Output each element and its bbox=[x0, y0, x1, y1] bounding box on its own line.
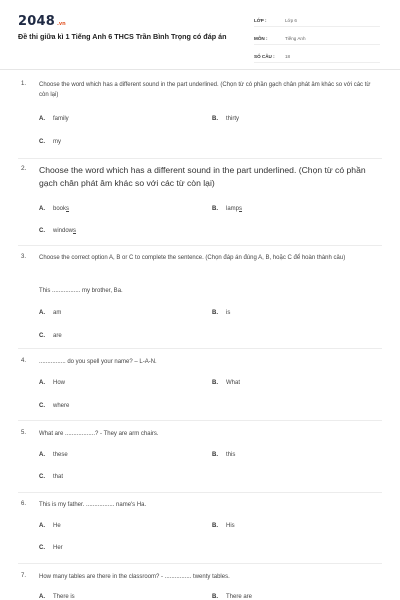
option-text: that bbox=[53, 474, 64, 480]
option-letter: C. bbox=[39, 228, 45, 234]
option-a[interactable] bbox=[39, 206, 69, 212]
question-number: 2. bbox=[21, 165, 27, 172]
question-number: 1. bbox=[21, 81, 27, 87]
option-c[interactable] bbox=[39, 474, 63, 480]
option-letter: B. bbox=[212, 452, 218, 458]
meta-value: 18 bbox=[285, 53, 291, 59]
meta-row-class bbox=[254, 14, 380, 27]
option-c[interactable] bbox=[39, 333, 62, 339]
divider bbox=[18, 245, 382, 246]
meta-label: MÔN : bbox=[254, 35, 268, 41]
option-letter: A. bbox=[39, 380, 45, 386]
option-text: is bbox=[226, 310, 231, 316]
option-letter: A. bbox=[39, 116, 45, 122]
site-logo[interactable] bbox=[18, 14, 66, 29]
option-text: His bbox=[226, 523, 235, 529]
question-number: 7. bbox=[21, 573, 27, 579]
option-text: thirty bbox=[226, 116, 240, 122]
question-text: Choose the word which has a different sound in the part underlined. (Chọn từ có phần gạch chân phát âm khác so với các từ còn lại) bbox=[39, 165, 366, 188]
meta-label: SỐ CÂU : bbox=[254, 53, 275, 59]
option-text: He bbox=[53, 523, 61, 529]
option-a[interactable] bbox=[39, 523, 61, 529]
option-text: windows bbox=[53, 228, 77, 234]
question-text: What are ..................? - They are arm chairs. bbox=[39, 431, 159, 437]
option-text: this bbox=[226, 452, 236, 458]
divider bbox=[18, 492, 382, 493]
option-text: my bbox=[53, 139, 61, 145]
meta-value: Tiếng Anh bbox=[285, 35, 306, 41]
question-text: This is my father. ................. name's Ha. bbox=[39, 502, 147, 508]
page-title: Đề thi giữa kì 1 Tiếng Anh 6 THCS Trần Bình Trọng có đáp án bbox=[18, 32, 227, 41]
logo-suffix: .vn bbox=[56, 21, 66, 27]
divider bbox=[18, 158, 382, 159]
meta-row-count bbox=[254, 50, 380, 63]
meta-row-subject bbox=[254, 32, 380, 45]
question-text: ................ do you spell your name? – L-A-N. bbox=[39, 359, 157, 365]
meta-label: LỚP : bbox=[254, 17, 267, 23]
option-c[interactable] bbox=[39, 139, 61, 145]
option-text: lamps bbox=[226, 206, 243, 212]
option-text: am bbox=[53, 310, 62, 316]
option-letter: A. bbox=[39, 206, 45, 212]
question-text: Choose the correct option A, B or C to complete the sentence. (Chọn đáp án đúng A, B, hoặc C để hoàn thành câu) bbox=[39, 255, 346, 261]
option-a[interactable] bbox=[39, 594, 75, 600]
option-letter: B. bbox=[212, 594, 218, 600]
option-text: family bbox=[53, 116, 69, 122]
option-b[interactable] bbox=[212, 116, 239, 122]
option-b[interactable] bbox=[212, 523, 235, 529]
meta-value: Lớp 6 bbox=[285, 17, 297, 23]
question-text: Choose the word which has a different sound in the part underlined. (Chọn từ có phần gạch chân phát âm khác so với các từ còn lại) bbox=[39, 82, 371, 98]
option-b[interactable] bbox=[212, 206, 242, 212]
option-text: are bbox=[53, 333, 62, 339]
option-text: books bbox=[53, 206, 70, 212]
option-letter: C. bbox=[39, 139, 45, 145]
option-letter: B. bbox=[212, 523, 218, 529]
option-a[interactable] bbox=[39, 452, 68, 458]
option-text: Her bbox=[53, 545, 63, 551]
option-text: How bbox=[53, 380, 66, 386]
option-text: these bbox=[53, 452, 68, 458]
option-letter: B. bbox=[212, 116, 218, 122]
header bbox=[0, 0, 400, 70]
option-letter: C. bbox=[39, 545, 45, 551]
option-text: There is bbox=[53, 594, 75, 600]
option-a[interactable] bbox=[39, 116, 69, 122]
option-b[interactable] bbox=[212, 452, 235, 458]
option-c[interactable] bbox=[39, 403, 69, 409]
option-c[interactable] bbox=[39, 545, 63, 551]
option-letter: A. bbox=[39, 310, 45, 316]
option-c[interactable] bbox=[39, 228, 76, 234]
question-number: 6. bbox=[21, 501, 27, 507]
option-letter: C. bbox=[39, 403, 45, 409]
option-letter: C. bbox=[39, 333, 45, 339]
option-b[interactable] bbox=[212, 310, 230, 316]
option-text: where bbox=[53, 403, 70, 409]
option-text: What bbox=[226, 380, 241, 386]
option-letter: A. bbox=[39, 594, 45, 600]
option-a[interactable] bbox=[39, 380, 65, 386]
option-letter: A. bbox=[39, 452, 45, 458]
question-number: 3. bbox=[21, 254, 27, 260]
question-number: 5. bbox=[21, 430, 27, 436]
option-b[interactable] bbox=[212, 594, 252, 600]
question-text: How many tables are there in the classroom? - ................ twenty tables. bbox=[39, 574, 230, 580]
divider bbox=[18, 348, 382, 349]
logo-text: 2048 bbox=[18, 14, 55, 29]
option-letter: A. bbox=[39, 523, 45, 529]
question-stem: This ................. my brother, Ba. bbox=[39, 288, 123, 294]
option-letter: B. bbox=[212, 380, 218, 386]
option-b[interactable] bbox=[212, 380, 240, 386]
option-letter: C. bbox=[39, 474, 45, 480]
exam-meta bbox=[254, 14, 380, 68]
option-text: There are bbox=[226, 594, 253, 600]
divider bbox=[18, 563, 382, 564]
question-number: 4. bbox=[21, 358, 27, 364]
divider bbox=[18, 420, 382, 421]
option-letter: B. bbox=[212, 310, 218, 316]
option-a[interactable] bbox=[39, 310, 61, 316]
option-letter: B. bbox=[212, 206, 218, 212]
